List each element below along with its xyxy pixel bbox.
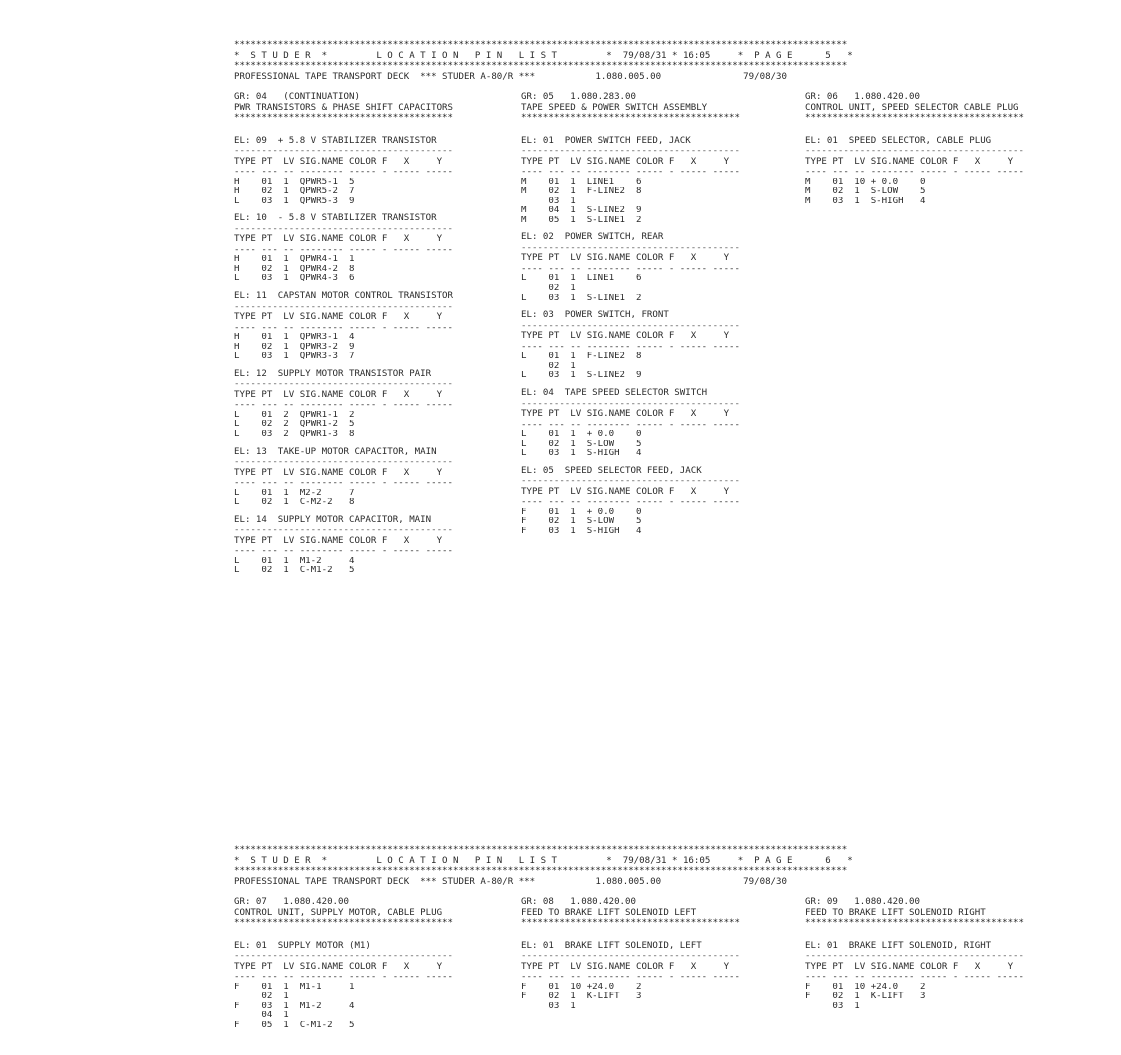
group-title: TAPE SPEED & POWER SWITCH ASSEMBLY <box>521 102 708 113</box>
element-title: EL: 13 TAKE-UP MOTOR CAPACITOR, MAIN <box>234 446 437 457</box>
element-block <box>234 941 509 1031</box>
element-title: EL: 11 CAPSTAN MOTOR CONTROL TRANSISTOR <box>234 291 453 302</box>
pin-row: F 03 1 M1-2 4 <box>234 1001 355 1011</box>
pin-rows <box>805 178 1080 207</box>
column-header: TYPE PT LV SIG.NAME COLOR F X Y <box>521 156 730 167</box>
pin-row: 02 1 <box>521 284 576 294</box>
element-title: EL: 04 TAPE SPEED SELECTOR SWITCH <box>521 388 708 399</box>
pin-row: L 02 1 C-M1-2 5 <box>234 566 355 576</box>
pin-row: F 03 1 S-HIGH 4 <box>521 527 642 536</box>
header-stars-bottom: **************************************************************************************************************** <box>234 866 848 876</box>
column-rule: ---- --- -- -------- ----- - ----- ----- <box>805 972 1024 982</box>
group-column-3 <box>805 92 1080 213</box>
column-header: TYPE PT LV SIG.NAME COLOR F X Y <box>234 234 443 245</box>
pin-row: L 02 1 C-M2-2 8 <box>234 498 355 508</box>
element-block <box>521 232 796 303</box>
element-block <box>521 310 796 381</box>
element-title: EL: 01 BRAKE LIFT SOLENOID, RIGHT <box>805 940 992 951</box>
element-block <box>521 388 796 459</box>
element-title: EL: 05 SPEED SELECTOR FEED, JACK <box>521 465 702 476</box>
pin-row: M 01 1 LINE1 6 <box>521 177 642 187</box>
pin-rows <box>521 352 796 381</box>
pin-row: L 01 1 LINE1 6 <box>521 274 642 284</box>
header-title-line: * S T U D E R * L O C A T I O N P I N L I S T * 79/08/31 * 16:05 * P A G E 5 * <box>234 50 853 61</box>
dash-rule: ---------------------------------------- <box>234 457 453 468</box>
pin-row: L 01 1 F-LINE2 8 <box>521 352 642 362</box>
group-header <box>521 92 796 124</box>
pin-rows <box>521 274 796 303</box>
group-title: PWR TRANSISTORS & PHASE SHIFT CAPACITORS <box>234 102 453 113</box>
element-block <box>234 136 509 207</box>
element-title: EL: 14 SUPPLY MOTOR CAPACITOR, MAIN <box>234 514 432 525</box>
column-rule: ---- --- -- -------- ----- - ----- ----- <box>805 167 1024 177</box>
pin-row: F 01 10 +24.0 2 <box>805 982 926 992</box>
group-header <box>805 92 1080 124</box>
group-column-2 <box>521 92 796 544</box>
pin-rows <box>234 983 509 1031</box>
column-rule: ---- --- -- -------- ----- - ----- ----- <box>234 244 453 255</box>
group-id: GR: 05 1.080.283.00 <box>521 92 636 102</box>
dash-rule: ---------------------------------------- <box>234 525 453 536</box>
element-title: EL: 10 - 5.8 V STABILIZER TRANSISTOR <box>234 213 437 224</box>
dash-rule: ---------------------------------------- <box>234 951 453 961</box>
pin-rows <box>521 508 796 537</box>
element-block <box>805 941 1080 1012</box>
pin-row: 02 1 <box>234 992 289 1002</box>
header-subtitle-line: PROFESSIONAL TAPE TRANSPORT DECK *** STUDER A-80/R *** 1.080.005.00 79/08/30 <box>234 71 787 82</box>
dash-rule: ---------------------------------------- <box>521 242 740 253</box>
column-header: TYPE PT LV SIG.NAME COLOR F X Y <box>521 486 730 497</box>
group-title: CONTROL UNIT, SPEED SELECTOR CABLE PLUG <box>805 102 1019 113</box>
group-id: GR: 09 1.080.420.00 <box>805 897 920 907</box>
group-stars: **************************************** <box>521 113 740 123</box>
pin-rows <box>234 557 509 576</box>
pin-row: F 05 1 C-M1-2 5 <box>234 1020 355 1030</box>
pin-row: L 01 1 M1-2 4 <box>234 556 355 566</box>
column-rule: ---- --- -- -------- ----- - ----- ----- <box>521 972 740 982</box>
listing-page-5 <box>234 40 1106 576</box>
pin-row: 03 1 <box>521 1001 576 1011</box>
column-header: TYPE PT LV SIG.NAME COLOR F X Y <box>805 961 1014 972</box>
column-header: TYPE PT LV SIG.NAME COLOR F X Y <box>234 312 443 323</box>
column-header: TYPE PT LV SIG.NAME COLOR F X Y <box>234 389 443 400</box>
column-rule: ---- --- -- -------- ----- - ----- ----- <box>234 972 453 982</box>
group-stars: **************************************** <box>234 113 453 123</box>
column-rule: ---- --- -- -------- ----- - ----- ----- <box>521 497 740 508</box>
pin-row: F 01 1 + 0.0 0 <box>521 507 642 517</box>
listing-page-6 <box>234 845 1106 1030</box>
pin-row: L 03 1 QPWR5-3 9 <box>234 196 355 206</box>
pin-row: L 01 1 + 0.0 0 <box>521 430 642 440</box>
group-stars: **************************************** <box>521 918 740 928</box>
column-header: TYPE PT LV SIG.NAME COLOR F X Y <box>521 961 730 972</box>
column-header: TYPE PT LV SIG.NAME COLOR F X Y <box>521 331 730 342</box>
column-rule: ---- --- -- -------- ----- - ----- ----- <box>521 341 740 352</box>
column-rule: ---- --- -- -------- ----- - ----- ----- <box>521 263 740 274</box>
element-title: EL: 01 POWER SWITCH FEED, JACK <box>521 135 691 146</box>
pin-rows <box>234 411 509 440</box>
pin-row: L 01 2 QPWR1-1 2 <box>234 410 355 420</box>
dash-rule: ---------------------------------------- <box>805 951 1024 961</box>
column-rule: ---- --- -- -------- ----- - ----- ----- <box>521 419 740 430</box>
element-block <box>521 466 796 537</box>
column-header: TYPE PT LV SIG.NAME COLOR F X Y <box>234 467 443 478</box>
pin-row: F 02 1 K-LIFT 3 <box>805 992 926 1002</box>
column-header: TYPE PT LV SIG.NAME COLOR F X Y <box>234 961 443 972</box>
pin-row: F 02 1 S-LOW 5 <box>521 517 642 527</box>
dash-rule: ---------------------------------------- <box>234 379 453 390</box>
group-title: FEED TO BRAKE LIFT SOLENOID RIGHT <box>805 907 986 918</box>
column-rule: ---- --- -- -------- ----- - ----- ----- <box>234 478 453 489</box>
element-block <box>521 941 796 1012</box>
pin-rows <box>234 489 509 508</box>
column-header: TYPE PT LV SIG.NAME COLOR F X Y <box>521 409 730 420</box>
header-subtitle-line: PROFESSIONAL TAPE TRANSPORT DECK *** STUDER A-80/R *** 1.080.005.00 79/08/30 <box>234 876 787 887</box>
pin-row: L 03 1 QPWR4-3 6 <box>234 274 355 284</box>
element-block <box>234 447 509 508</box>
dash-rule: ---------------------------------------- <box>521 320 740 331</box>
element-title: EL: 01 SUPPLY MOTOR (M1) <box>234 940 371 951</box>
group-header <box>805 897 1080 929</box>
group-stars: **************************************** <box>234 918 453 928</box>
pin-row: H 02 1 QPWR3-2 9 <box>234 342 355 352</box>
group-title: FEED TO BRAKE LIFT SOLENOID LEFT <box>521 907 697 918</box>
pin-row: M 05 1 S-LINE1 2 <box>521 215 642 225</box>
dash-rule: ---------------------------------------- <box>521 146 740 156</box>
element-block <box>805 136 1080 207</box>
column-header: TYPE PT LV SIG.NAME COLOR F X Y <box>234 535 443 546</box>
column-rule: ---- --- -- -------- ----- - ----- ----- <box>234 167 453 177</box>
pin-row: M 02 1 S-LOW 5 <box>805 187 926 197</box>
header-stars-bottom: **************************************************************************************************************** <box>234 61 848 71</box>
pin-row: L 03 2 QPWR1-3 8 <box>234 430 355 440</box>
group-id: GR: 06 1.080.420.00 <box>805 92 920 102</box>
group-id: GR: 08 1.080.420.00 <box>521 897 636 907</box>
pin-row: H 02 1 QPWR4-2 8 <box>234 264 355 274</box>
group-column-1 <box>234 897 509 1037</box>
column-header: TYPE PT LV SIG.NAME COLOR F X Y <box>805 156 1014 167</box>
element-title: EL: 12 SUPPLY MOTOR TRANSISTOR PAIR <box>234 368 432 379</box>
pin-row: M 02 1 F-LINE2 8 <box>521 187 642 197</box>
group-column-2 <box>521 897 796 1018</box>
pin-row: 02 1 <box>521 361 576 371</box>
dash-rule: ---------------------------------------- <box>521 476 740 487</box>
pin-rows <box>805 983 1080 1012</box>
group-id: GR: 04 (CONTINUATION) <box>234 92 360 102</box>
group-stars: **************************************** <box>805 113 1024 123</box>
group-title: CONTROL UNIT, SUPPLY MOTOR, CABLE PLUG <box>234 907 443 918</box>
header-stars-top: **************************************************************************************************************** <box>234 845 848 855</box>
column-rule: ---- --- -- -------- ----- - ----- ----- <box>234 546 453 557</box>
pin-row: L 01 1 M2-2 7 <box>234 488 355 498</box>
column-header: TYPE PT LV SIG.NAME COLOR F X Y <box>234 156 443 167</box>
pin-row: L 03 1 QPWR3-3 7 <box>234 352 355 362</box>
pin-row: L 02 2 QPWR1-2 5 <box>234 420 355 430</box>
dash-rule: ---------------------------------------- <box>805 146 1024 156</box>
element-block <box>234 515 509 576</box>
header-stars-top: **************************************************************************************************************** <box>234 40 848 50</box>
element-title: EL: 01 BRAKE LIFT SOLENOID, LEFT <box>521 940 702 951</box>
pin-row: L 03 1 S-LINE1 2 <box>521 293 642 303</box>
element-block <box>234 213 509 284</box>
group-column-1 <box>234 92 509 583</box>
dash-rule: ---------------------------------------- <box>234 301 453 312</box>
group-id: GR: 07 1.080.420.00 <box>234 897 349 907</box>
pin-rows <box>234 178 509 207</box>
pin-rows <box>521 983 796 1012</box>
group-header <box>234 897 509 929</box>
pin-row: F 02 1 K-LIFT 3 <box>521 992 642 1002</box>
pin-row: M 01 10 + 0.0 0 <box>805 177 926 187</box>
element-title: EL: 02 POWER SWITCH, REAR <box>521 232 664 243</box>
column-rule: ---- --- -- -------- ----- - ----- ----- <box>234 322 453 333</box>
group-column-3 <box>805 897 1080 1018</box>
dash-rule: ---------------------------------------- <box>234 146 453 156</box>
element-block <box>234 369 509 440</box>
element-block <box>234 291 509 362</box>
group-stars: **************************************** <box>805 918 1024 928</box>
pin-row: F 01 1 M1-1 1 <box>234 982 355 992</box>
dash-rule: ---------------------------------------- <box>234 223 453 234</box>
pin-rows <box>234 255 509 284</box>
header-title-line: * S T U D E R * L O C A T I O N P I N L I S T * 79/08/31 * 16:05 * P A G E 6 * <box>234 855 853 866</box>
pin-row: 03 1 <box>805 1001 860 1011</box>
column-rule: ---- --- -- -------- ----- - ----- ----- <box>234 400 453 411</box>
pin-row: L 03 1 S-HIGH 4 <box>521 449 642 459</box>
group-header <box>521 897 796 929</box>
dash-rule: ---------------------------------------- <box>521 398 740 409</box>
pin-row: H 02 1 QPWR5-2 7 <box>234 187 355 197</box>
dash-rule: ---------------------------------------- <box>521 951 740 961</box>
pin-rows <box>521 430 796 459</box>
element-title: EL: 09 + 5.8 V STABILIZER TRANSISTOR <box>234 135 437 146</box>
pin-row: H 01 1 QPWR3-1 4 <box>234 333 355 343</box>
pin-row: H 01 1 QPWR5-1 5 <box>234 177 355 187</box>
pin-row: H 01 1 QPWR4-1 1 <box>234 255 355 265</box>
pin-row: M 04 1 S-LINE2 9 <box>521 206 642 216</box>
element-block <box>521 136 796 226</box>
column-rule: ---- --- -- -------- ----- - ----- ----- <box>521 167 740 177</box>
pin-row: L 02 1 S-LOW 5 <box>521 439 642 449</box>
pin-row: 04 1 <box>234 1011 289 1021</box>
pin-rows <box>521 178 796 226</box>
element-title: EL: 01 SPEED SELECTOR, CABLE PLUG <box>805 135 992 146</box>
pin-row: F 01 10 +24.0 2 <box>521 982 642 992</box>
pin-row: M 03 1 S-HIGH 4 <box>805 196 926 206</box>
pin-row: L 03 1 S-LINE2 9 <box>521 371 642 381</box>
pin-row: 03 1 <box>521 196 576 206</box>
group-header <box>234 92 509 124</box>
column-header: TYPE PT LV SIG.NAME COLOR F X Y <box>521 253 730 264</box>
element-title: EL: 03 POWER SWITCH, FRONT <box>521 310 669 321</box>
pin-rows <box>234 333 509 362</box>
